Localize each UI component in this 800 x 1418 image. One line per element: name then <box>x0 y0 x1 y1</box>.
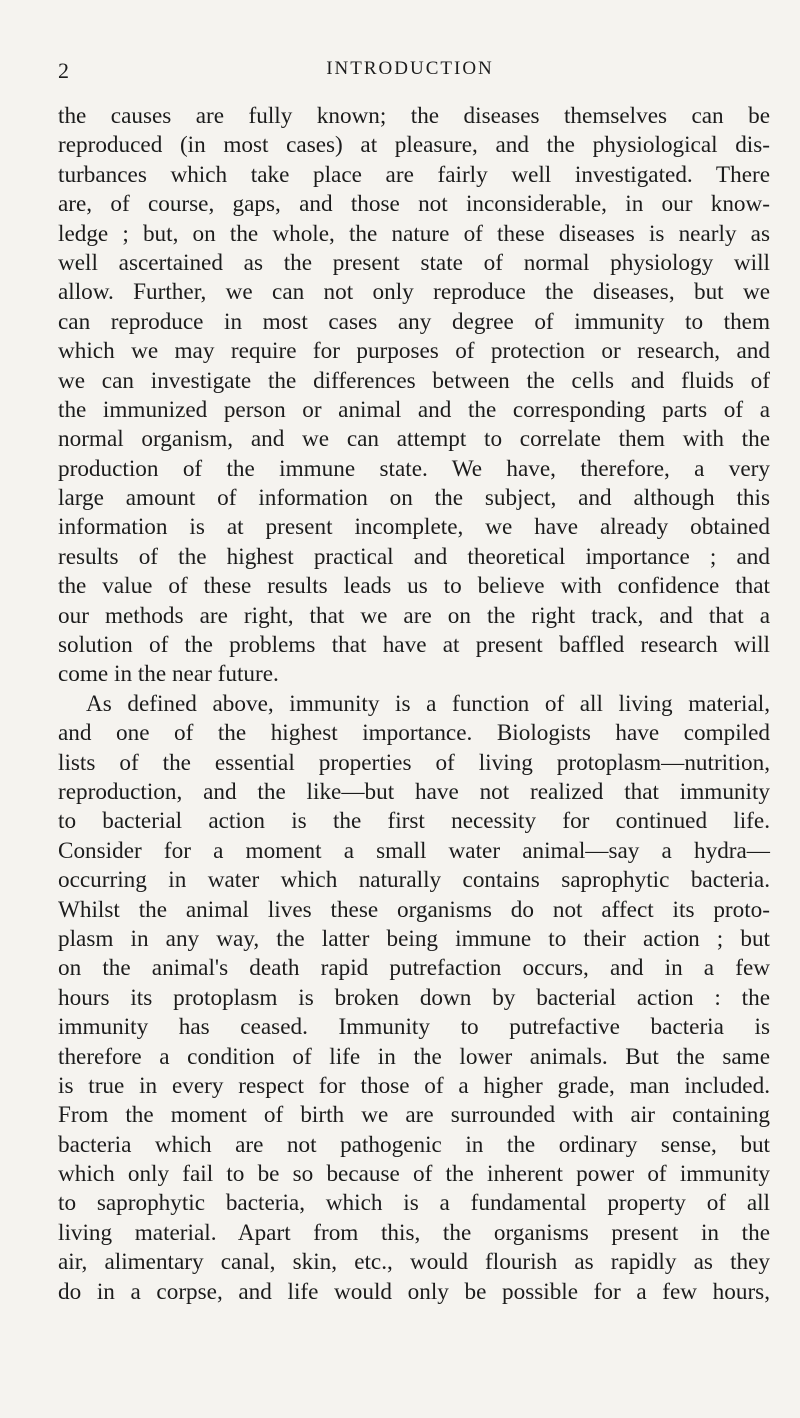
text-line: are, of course, gaps, and those not inconsiderable, in our know- <box>58 191 770 218</box>
text-line: to bacterial action is the first necessity for continued life. <box>58 808 770 835</box>
text-line: Whilst the animal lives these organisms do not affect its proto- <box>58 896 770 923</box>
text-line: well ascertained as the present state of normal physiology will <box>58 249 770 276</box>
text-line: allow. Further, we can not only reproduce the diseases, but we <box>58 279 770 306</box>
text-line: reproduced (in most cases) at pleasure, and the physiological dis- <box>58 132 770 159</box>
text-line: large amount of information on the subject, and although this <box>58 485 770 512</box>
paragraph <box>58 690 770 1307</box>
chapter-title: INTRODUCTION <box>326 58 494 79</box>
text-line: therefore a condition of life in the lower animals. But the same <box>58 1043 770 1070</box>
text-line: the value of these results leads us to believe with confidence that <box>58 573 770 600</box>
text-line: air, alimentary canal, skin, etc., would flourish as rapidly as they <box>58 1249 770 1276</box>
text-line: do in a corpse, and life would only be possible for a few hours, <box>58 1278 770 1305</box>
text-line: which we may require for purposes of protection or research, and <box>58 338 770 365</box>
text-line: hours its protoplasm is broken down by bacterial action : the <box>58 984 770 1011</box>
text-line: on the animal's death rapid putrefaction occurs, and in a few <box>58 955 770 982</box>
text-line: From the moment of birth we are surrounded with air containing <box>58 1102 770 1129</box>
text-line: As defined above, immunity is a function of all living material, <box>86 690 770 717</box>
text-line: the causes are fully known; the diseases themselves can be <box>58 103 770 129</box>
page-number: 2 <box>58 58 70 83</box>
text-line: reproduction, and the like—but have not realized that immunity <box>58 778 770 805</box>
text-line: bacteria which are not pathogenic in the ordinary sense, but <box>58 1131 770 1158</box>
text-line: we can investigate the differences between the cells and fluids of <box>58 367 770 394</box>
text-line: which only fail to be so because of the inherent power of immunity <box>58 1161 770 1188</box>
text-line: information is at present incomplete, we have already obtained <box>58 514 770 541</box>
text-line: is true in every respect for those of a higher grade, man included. <box>58 1072 770 1099</box>
text-line: normal organism, and we can attempt to correlate them with the <box>58 426 770 453</box>
running-head <box>58 58 762 86</box>
text-line: come in the near future. <box>58 661 279 688</box>
text-line: our methods are right, that we are on the right track, and that a <box>58 602 770 629</box>
text-line: occurring in water which naturally contains saprophytic bacteria. <box>58 867 770 894</box>
text-line: living material. Apart from this, the organisms present in the <box>58 1219 770 1246</box>
text-line: can reproduce in most cases any degree of immunity to them <box>58 308 770 335</box>
text-line: and one of the highest importance. Biologists have compiled <box>58 720 770 747</box>
text-line: turbances which take place are fairly well investigated. There <box>58 161 770 188</box>
text-line: solution of the problems that have at present baffled research will <box>58 632 770 659</box>
text-line: to saprophytic bacteria, which is a fundamental property of all <box>58 1190 770 1217</box>
text-line: production of the immune state. We have, therefore, a very <box>58 455 770 482</box>
text-line: lists of the essential properties of living protoplasm—nutrition, <box>58 749 770 776</box>
text-line: immunity has ceased. Immunity to putrefactive bacteria is <box>58 1014 770 1041</box>
text-line: plasm in any way, the latter being immune to their action ; but <box>58 925 770 952</box>
paragraph <box>58 102 770 690</box>
body-text <box>58 102 770 1307</box>
text-line: the immunized person or animal and the corresponding parts of a <box>58 396 770 423</box>
text-line: results of the highest practical and theoretical importance ; and <box>58 543 770 570</box>
text-line: ledge ; but, on the whole, the nature of these diseases is nearly as <box>58 220 770 247</box>
text-line: Consider for a moment a small water animal—say a hydra— <box>58 837 770 864</box>
